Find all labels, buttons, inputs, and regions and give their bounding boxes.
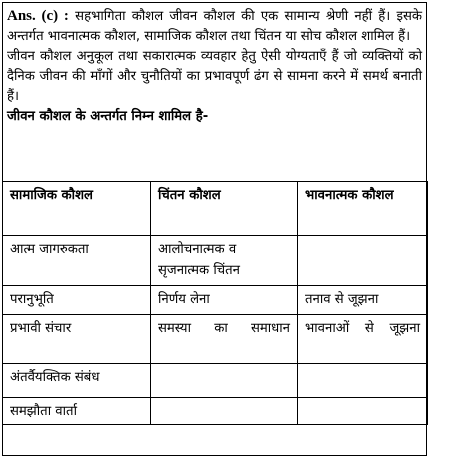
answer-heading: जीवन कौशल के अन्तर्गत निम्न शामिल है-: [7, 109, 209, 124]
header-social-skills: सामाजिक कौशल: [3, 182, 151, 236]
table-row: [3, 364, 428, 398]
table-cell: [298, 236, 428, 286]
table-row: [3, 315, 428, 364]
table-cell: समझौता वार्ता: [3, 398, 151, 425]
table-header-row: [3, 182, 428, 236]
answer-paragraph-1: [7, 6, 422, 47]
table-row: [3, 236, 428, 286]
table-cell: तनाव से जूझना: [298, 286, 428, 315]
answer-intro: [3, 3, 426, 127]
table-cell: [298, 364, 428, 398]
table-cell: [151, 398, 298, 425]
table-cell: परानुभूति: [3, 286, 151, 315]
answer-paragraph-1-text: सहभागिता कौशल जीवन कौशल की एक सामान्य श्रेणी नहीं हैं। इसके अन्तर्गत भावनात्मक कौशल, सामाजिक कौशल तथा चिंतन या सोच कौशल शामिल हैं।: [7, 9, 423, 44]
table-cell: निर्णय लेना: [151, 286, 298, 315]
table-cell: प्रभावी संचार: [3, 315, 151, 364]
answer-box: [2, 2, 427, 456]
skills-table: [2, 181, 428, 425]
table-row: [3, 286, 428, 315]
answer-paragraph-2: जीवन कौशल अनुकूल तथा सकारात्मक व्यवहार हेतु ऐसी योग्यताएँ हैं जो व्यक्तियों को दैनिक जीवन की माँगों और चुनौतियों का प्रभावपूर्ण ढंग से सामना करने में समर्थ बनाती हैं।: [7, 49, 422, 104]
header-emotional-skills: भावनात्मक कौशल: [298, 182, 428, 236]
header-thinking-skills: चिंतन कौशल: [151, 182, 298, 236]
table-cell: समस्या का समाधान: [151, 315, 298, 364]
table-cell: अंतर्वैयक्तिक संबंध: [3, 364, 151, 398]
table-cell: आलोचनात्मक व सृजनात्मक चिंतन: [151, 236, 298, 286]
table-row: [3, 398, 428, 425]
table-cell: भावनाओं से जूझना: [298, 315, 428, 364]
answer-label: Ans. (c) :: [7, 8, 69, 24]
table-cell: [151, 364, 298, 398]
table-cell: आत्म जागरुकता: [3, 236, 151, 286]
table-cell: [298, 398, 428, 425]
